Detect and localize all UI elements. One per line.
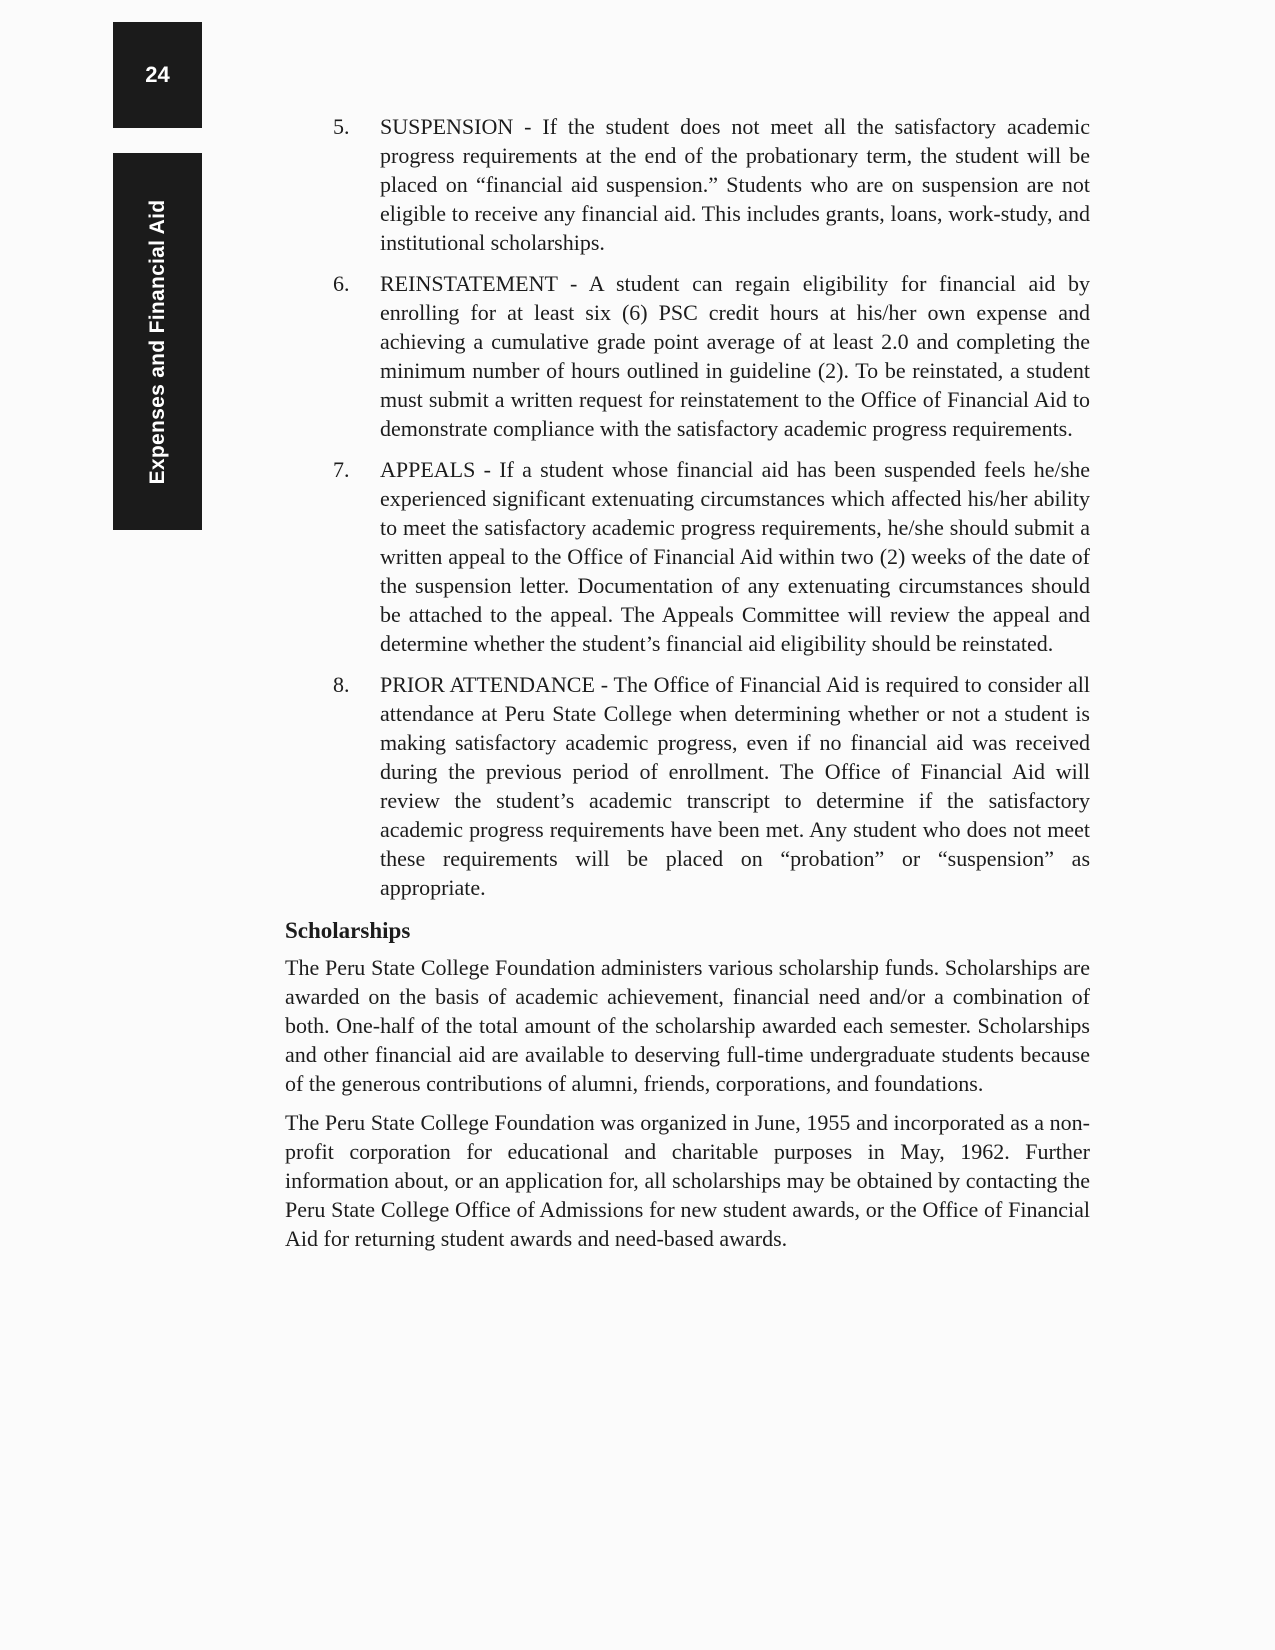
section-tab	[113, 153, 202, 530]
guideline-number: 5.	[333, 114, 350, 139]
guideline-text: SUSPENSION - If the student does not meet all the satisfactory academic progress requirements at the end of the probationary term, the student will be placed on “financial aid suspension.” Students who are on suspension are not eligible to receive any financial aid. This includes grants, loans, work-study, and institutional scholarships.	[380, 114, 1090, 255]
guidelines-list	[285, 112, 1090, 902]
guideline-text: PRIOR ATTENDANCE - The Office of Financial Aid is required to consider all attendance at Peru State College when determining whether or not a student is making satisfactory academic progress, even if no financial aid was received during the previous period of enrollment. The Office of Financial Aid will review the student’s academic transcript to determine if the satisfactory academic progress requirements have been met. Any student who does not meet these requirements will be placed on “probation” or “suspension” as appropriate.	[380, 672, 1090, 900]
page-content	[285, 112, 1090, 1263]
guideline-item-prior-attendance	[285, 670, 1090, 902]
guideline-number: 8.	[333, 672, 350, 697]
guideline-item-suspension	[285, 112, 1090, 257]
guideline-item-reinstatement	[285, 269, 1090, 443]
guideline-item-appeals	[285, 455, 1090, 658]
scholarships-heading: Scholarships	[285, 918, 411, 943]
guideline-number: 6.	[333, 271, 350, 296]
page-number-tab	[113, 22, 202, 128]
guideline-text: APPEALS - If a student whose financial aid has been suspended feels he/she experienced significant extenuating circumstances which affected his/her ability to meet the satisfactory academic progress requirements, he/she should submit a written appeal to the Office of Financial Aid within two (2) weeks of the date of the suspension letter. Documentation of any extenuating circumstances should be attached to the appeal. The Appeals Committee will review the appeal and determine whether the student’s financial aid eligibility should be reinstated.	[380, 457, 1090, 656]
section-tab-label: Expenses and Financial Aid	[145, 199, 169, 484]
guideline-text: REINSTATEMENT - A student can regain eligibility for financial aid by enrolling for at least six (6) PSC credit hours at his/her own expense and achieving a cumulative grade point average of at least 2.0 and completing the minimum number of hours outlined in guideline (2). To be reinstated, a student must submit a written request for reinstatement to the Office of Financial Aid to demonstrate compliance with the satisfactory academic progress requirements.	[380, 271, 1090, 441]
foundation-paragraph: The Peru State College Foundation was organized in June, 1955 and incorporated as a non-profit corporation for educational and charitable purposes in May, 1962. Further information about, or an application for, all scholarships may be obtained by contacting the Peru State College Office of Admissions for new student awards, or the Office of Financial Aid for returning student awards and need-based awards.	[285, 1110, 1090, 1251]
page-number: 24	[145, 62, 170, 87]
scholarships-paragraph: The Peru State College Foundation administers various scholarship funds. Scholarships are awarded on the basis of academic achievement, financial need and/or a combination of both. One-half of the total amount of the scholarship awarded each semester. Scholarships and other financial aid are available to deserving full-time undergraduate students because of the generous contributions of alumni, friends, corporations, and foundations.	[285, 955, 1090, 1096]
guideline-number: 7.	[333, 457, 350, 482]
